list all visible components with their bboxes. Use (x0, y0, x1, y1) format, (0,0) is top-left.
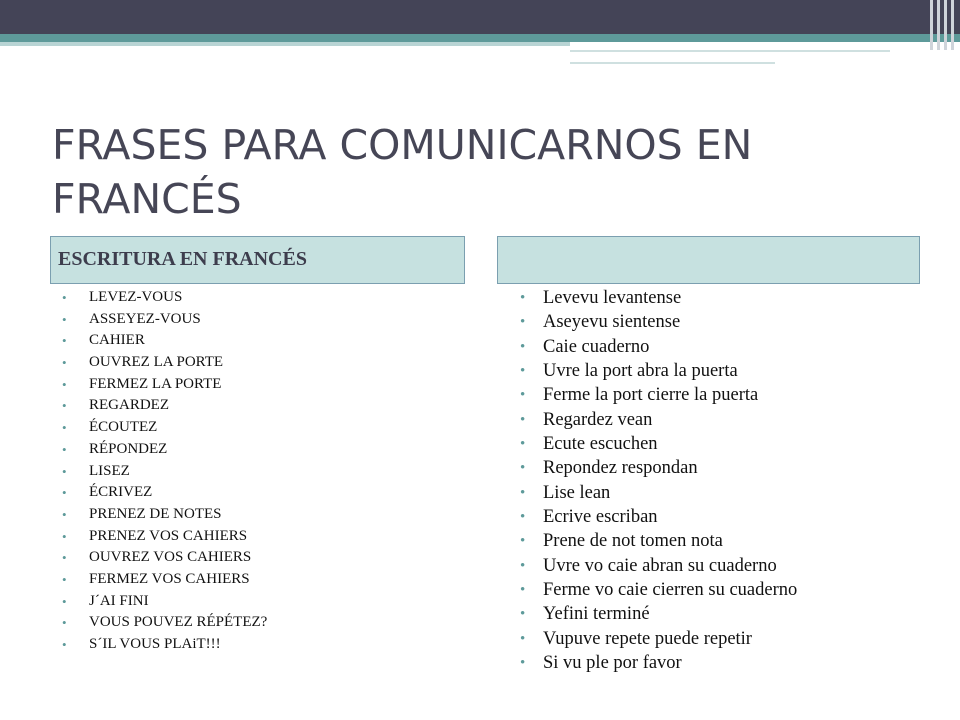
french-phrase-item-text: FERMEZ VOS CAHIERS (89, 570, 250, 587)
french-phrase-item-text: REGARDEZ (89, 397, 169, 414)
bullet-icon: • (520, 411, 526, 428)
french-phrase-item-text: OUVREZ VOS CAHIERS (89, 549, 252, 566)
french-phrase-item (62, 439, 267, 461)
bullet-icon: • (62, 571, 67, 587)
bullet-icon: • (62, 376, 67, 392)
bullet-icon: • (520, 314, 526, 331)
french-phrase-item (62, 461, 267, 483)
french-phrase-item (62, 287, 267, 309)
decorative-line (570, 62, 775, 64)
left-column-header (50, 236, 465, 284)
french-phrase-item-text: ASSEYEZ-VOUS (89, 310, 201, 327)
french-phrase-item (62, 612, 267, 634)
french-phrase-item-text: OUVREZ LA PORTE (89, 354, 224, 371)
bullet-icon: • (62, 550, 67, 566)
bullet-icon: • (62, 441, 67, 457)
bullet-icon: • (62, 355, 67, 371)
french-phrase-item-text: PRENEZ DE NOTES (89, 505, 222, 522)
pronunciation-item (520, 286, 797, 310)
french-phrases-list (62, 287, 267, 656)
pronunciation-item-text: Aseyevu sientense (543, 312, 681, 333)
pronunciation-item-text: Ferme vo caie cierren su cuaderno (543, 580, 798, 601)
french-phrase-item (62, 504, 267, 526)
french-phrase-item (62, 374, 267, 396)
french-phrase-item-text: LISEZ (89, 462, 130, 479)
pronunciation-item-text: Ecrive escriban (543, 507, 658, 528)
pronunciation-item (520, 627, 797, 651)
bullet-icon: • (520, 630, 526, 647)
pronunciation-item-text: Repondez respondan (543, 458, 698, 479)
pronunciation-item-text: Ferme la port cierre la puerta (543, 385, 759, 406)
pronunciation-item-text: Prene de not tomen nota (543, 531, 723, 552)
french-phrase-item (62, 417, 267, 439)
pronunciation-item (520, 432, 797, 456)
bullet-icon: • (520, 363, 526, 380)
bullet-icon: • (520, 606, 526, 623)
french-phrase-item (62, 634, 267, 656)
french-phrase-item-text: LEVEZ-VOUS (89, 289, 183, 305)
french-phrase-item-text: CAHIER (89, 332, 145, 349)
pronunciation-item (520, 383, 797, 407)
pronunciation-item-text: Regardez vean (543, 409, 653, 430)
bullet-icon: • (62, 637, 67, 652)
pronunciation-item (520, 505, 797, 529)
pronunciation-item (520, 578, 797, 602)
bullet-icon: • (520, 460, 526, 477)
bullet-icon: • (520, 557, 526, 574)
bullet-icon: • (62, 528, 67, 544)
french-phrase-item-text: FERMEZ LA PORTE (89, 375, 222, 392)
french-phrase-item (62, 526, 267, 548)
french-phrase-item (62, 352, 267, 374)
right-column-header (497, 236, 920, 284)
french-phrase-item-text: VOUS POUVEZ RÉPÉTEZ? (89, 614, 268, 631)
pronunciation-item (520, 554, 797, 578)
bullet-icon: • (520, 582, 526, 599)
bullet-icon: • (62, 463, 67, 479)
french-phrase-item-text: PRENEZ VOS CAHIERS (89, 527, 248, 544)
pronunciation-list (520, 286, 797, 676)
accent-band-light (0, 42, 570, 46)
french-phrase-item (62, 330, 267, 352)
french-phrase-item (62, 309, 267, 331)
bullet-icon: • (520, 509, 526, 526)
pronunciation-item-text: Si vu ple por favor (543, 653, 682, 674)
pronunciation-item-text: Uvre vo caie abran su cuaderno (543, 555, 777, 576)
bullet-icon: • (62, 333, 67, 349)
bullet-icon: • (62, 593, 67, 609)
bullet-icon: • (62, 506, 67, 522)
decorative-line (570, 50, 890, 52)
bullet-icon: • (520, 387, 526, 404)
bullet-icon: • (520, 436, 526, 453)
french-phrase-item (62, 591, 267, 613)
pronunciation-item-text: Ecute escuchen (543, 434, 658, 455)
pronunciation-item (520, 456, 797, 480)
accent-band (0, 34, 960, 42)
bullet-icon: • (62, 485, 67, 501)
bullet-icon: • (62, 290, 67, 305)
corner-stripes (925, 0, 960, 50)
bullet-icon: • (62, 615, 67, 631)
french-phrase-item-text: ÉCRIVEZ (89, 484, 153, 501)
top-band (0, 0, 960, 34)
bullet-icon: • (62, 420, 67, 436)
pronunciation-item-text: Levevu levantense (543, 288, 682, 308)
pronunciation-item-text: Uvre la port abra la puerta (543, 361, 738, 382)
pronunciation-item-text: Lise lean (543, 482, 611, 503)
bullet-icon: • (62, 398, 67, 414)
pronunciation-item-text: Vupuve repete puede repetir (543, 628, 752, 649)
bullet-icon: • (520, 533, 526, 550)
bullet-icon: • (520, 655, 526, 672)
pronunciation-item (520, 481, 797, 505)
french-phrase-item (62, 395, 267, 417)
pronunciation-item (520, 651, 797, 675)
french-phrase-item (62, 547, 267, 569)
pronunciation-item (520, 602, 797, 626)
pronunciation-item-text: Caie cuaderno (543, 336, 650, 357)
pronunciation-item (520, 529, 797, 553)
french-phrase-item-text: S´IL VOUS PLAiT!!! (89, 636, 221, 652)
french-phrase-item-text: RÉPONDEZ (89, 440, 168, 457)
slide-title: FRASES PARA COMUNICARNOS EN FRANCÉS (52, 121, 753, 223)
pronunciation-item-text: Yefini terminé (543, 604, 650, 625)
bullet-icon: • (62, 311, 67, 327)
bullet-icon: • (520, 338, 526, 355)
pronunciation-item (520, 310, 797, 334)
french-phrase-item (62, 569, 267, 591)
pronunciation-item (520, 408, 797, 432)
pronunciation-item (520, 335, 797, 359)
bullet-icon: • (520, 290, 526, 306)
bullet-icon: • (520, 484, 526, 501)
french-phrase-item-text: ÉCOUTEZ (89, 419, 158, 436)
pronunciation-item (520, 359, 797, 383)
left-column-header-label: ESCRITURA EN FRANCÉS (58, 248, 307, 270)
french-phrase-item (62, 482, 267, 504)
french-phrase-item-text: J´AI FINI (89, 592, 149, 609)
